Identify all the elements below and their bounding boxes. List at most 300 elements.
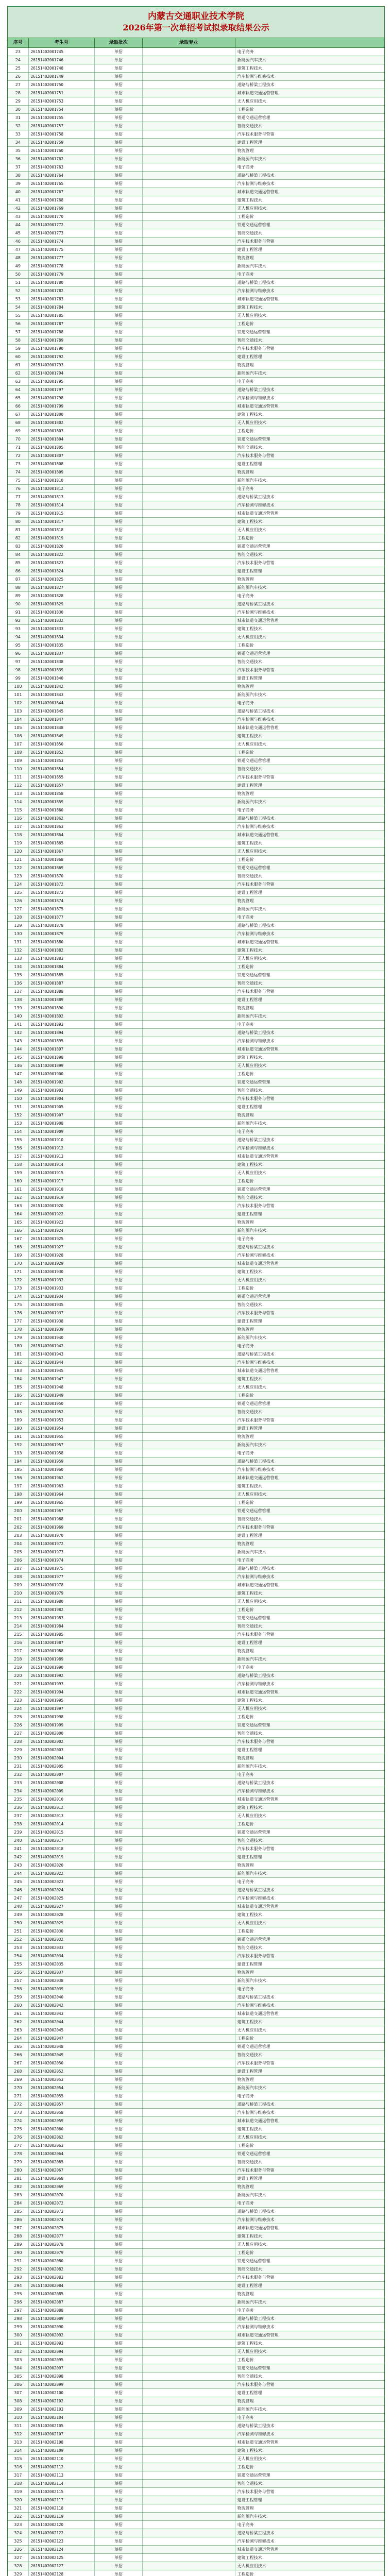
row-no: 301 bbox=[8, 2340, 29, 2347]
row-no: 94 bbox=[8, 633, 29, 641]
row-major: 智能交通技术 bbox=[237, 1302, 262, 1307]
row-major: 建筑工程技术 bbox=[237, 412, 262, 417]
row-no: 208 bbox=[8, 1573, 29, 1581]
row-no: 310 bbox=[8, 2414, 29, 2421]
row-blank bbox=[143, 328, 235, 336]
row-batch: 单招 bbox=[95, 1886, 142, 1894]
row-major: 汽车检测与维修技术 bbox=[237, 824, 275, 829]
row-exam-id: 26151402001908 bbox=[29, 1120, 95, 1127]
row-blank bbox=[143, 1425, 235, 1432]
row-no: 224 bbox=[8, 1705, 29, 1713]
row-exam-id: 26151402001827 bbox=[29, 584, 95, 591]
row-no: 178 bbox=[8, 1326, 29, 1333]
row-batch: 单招 bbox=[95, 1499, 142, 1506]
row-batch: 单招 bbox=[95, 1449, 142, 1457]
row-batch: 单招 bbox=[95, 2067, 142, 2075]
row-blank bbox=[143, 1598, 235, 1605]
row-major: 新能源汽车技术 bbox=[237, 2086, 266, 2090]
row-major: 工程造价 bbox=[237, 2465, 254, 2469]
row-batch: 单招 bbox=[95, 1853, 142, 1861]
row-no: 25 bbox=[8, 64, 29, 72]
row-major: 汽车技术服务与营销 bbox=[237, 1204, 275, 1208]
row-exam-id: 26151402002019 bbox=[29, 1853, 95, 1861]
row-blank bbox=[143, 1697, 235, 1704]
row-blank bbox=[143, 740, 235, 748]
row-exam-id: 26151402002119 bbox=[29, 2513, 95, 2520]
row-major: 电子商务 bbox=[237, 1665, 254, 1670]
row-batch: 单招 bbox=[95, 1416, 142, 1424]
row-major: 新能源汽车技术 bbox=[237, 1657, 266, 1662]
row-no: 34 bbox=[8, 139, 29, 146]
row-blank bbox=[143, 2208, 235, 2215]
row-blank bbox=[143, 2175, 235, 2182]
row-major: 智能交通技术 bbox=[237, 874, 262, 878]
row-exam-id: 26151402001829 bbox=[29, 600, 95, 608]
row-no: 296 bbox=[8, 2298, 29, 2306]
row-exam-id: 26151402001753 bbox=[29, 97, 95, 105]
row-batch: 单招 bbox=[95, 1268, 142, 1276]
row-exam-id: 26151402002069 bbox=[29, 2183, 95, 2191]
row-exam-id: 26151402002122 bbox=[29, 2529, 95, 2537]
row-no: 126 bbox=[8, 897, 29, 905]
row-no: 150 bbox=[8, 1095, 29, 1103]
table-row bbox=[8, 1820, 384, 1828]
row-blank bbox=[143, 880, 235, 888]
row-major: 无人机应用技术 bbox=[237, 206, 266, 211]
row-exam-id: 26151402002063 bbox=[29, 2142, 95, 2149]
table-row bbox=[8, 1350, 384, 1359]
row-batch: 单招 bbox=[95, 889, 142, 896]
row-blank bbox=[143, 1614, 235, 1622]
table-row bbox=[8, 1490, 384, 1499]
table-row bbox=[8, 1045, 384, 1054]
row-blank bbox=[143, 1037, 235, 1045]
row-batch: 单招 bbox=[95, 345, 142, 352]
row-batch: 单招 bbox=[95, 1161, 142, 1168]
row-blank bbox=[143, 2133, 235, 2141]
row-major: 铁道交通运营管理 bbox=[237, 973, 270, 977]
row-blank bbox=[143, 1919, 235, 1927]
row-exam-id: 26151402001947 bbox=[29, 1375, 95, 1383]
row-exam-id: 26151402001903 bbox=[29, 1087, 95, 1094]
row-exam-id: 26151402002012 bbox=[29, 1804, 95, 1811]
row-no: 35 bbox=[8, 147, 29, 155]
row-blank bbox=[143, 1688, 235, 1696]
table-row bbox=[8, 2521, 384, 2529]
row-blank bbox=[143, 815, 235, 822]
row-batch: 单招 bbox=[95, 790, 142, 798]
row-batch: 单招 bbox=[95, 1227, 142, 1234]
row-blank bbox=[143, 1960, 235, 1968]
row-blank bbox=[143, 2084, 235, 2092]
row-batch: 单招 bbox=[95, 1820, 142, 1828]
row-blank bbox=[143, 1721, 235, 1729]
table-row bbox=[8, 1532, 384, 1540]
row-no: 324 bbox=[8, 2529, 29, 2537]
row-batch: 单招 bbox=[95, 1367, 142, 1375]
row-no: 108 bbox=[8, 749, 29, 756]
row-exam-id: 26151402001797 bbox=[29, 386, 95, 394]
table-row bbox=[8, 1136, 384, 1144]
row-major: 城市轨道交通运营管理 bbox=[237, 91, 279, 95]
table-row bbox=[8, 81, 384, 89]
row-exam-id: 26151402001979 bbox=[29, 1589, 95, 1597]
row-major: 建筑工程技术 bbox=[237, 948, 262, 953]
row-exam-id: 26151402002115 bbox=[29, 2488, 95, 2496]
row-batch: 单招 bbox=[95, 2389, 142, 2397]
row-no: 185 bbox=[8, 1383, 29, 1391]
row-no: 84 bbox=[8, 551, 29, 558]
row-batch: 单招 bbox=[95, 378, 142, 385]
row-no: 238 bbox=[8, 1820, 29, 1828]
row-blank bbox=[143, 2372, 235, 2380]
table-row bbox=[8, 674, 384, 683]
row-batch: 单招 bbox=[95, 1301, 142, 1309]
table-row bbox=[8, 1746, 384, 1754]
row-no: 193 bbox=[8, 1449, 29, 1457]
row-batch: 单招 bbox=[95, 1655, 142, 1663]
table-row bbox=[8, 526, 384, 534]
row-blank bbox=[143, 477, 235, 484]
row-exam-id: 26151402002004 bbox=[29, 1754, 95, 1762]
row-exam-id: 26151402001954 bbox=[29, 1425, 95, 1432]
row-exam-id: 26151402001784 bbox=[29, 303, 95, 311]
table-row bbox=[8, 2438, 384, 2447]
row-exam-id: 26151402001915 bbox=[29, 1169, 95, 1177]
row-blank bbox=[143, 2282, 235, 2290]
row-exam-id: 26151402001843 bbox=[29, 691, 95, 699]
table-row bbox=[8, 2109, 384, 2117]
row-major: 工程造价 bbox=[237, 214, 254, 219]
row-major: 新能源汽车技术 bbox=[237, 907, 266, 911]
row-blank bbox=[143, 1095, 235, 1103]
row-exam-id: 26151402001885 bbox=[29, 971, 95, 979]
row-major: 汽车检测与维修技术 bbox=[237, 1896, 275, 1901]
row-batch: 单招 bbox=[95, 650, 142, 657]
row-exam-id: 26151402001835 bbox=[29, 641, 95, 649]
row-batch: 单招 bbox=[95, 205, 142, 212]
row-major: 铁道交通运营管理 bbox=[237, 2473, 270, 2478]
row-exam-id: 26151402001897 bbox=[29, 1045, 95, 1053]
row-no: 142 bbox=[8, 1029, 29, 1037]
row-major: 物流管理 bbox=[237, 1006, 254, 1010]
row-batch: 单招 bbox=[95, 2175, 142, 2182]
row-blank bbox=[143, 130, 235, 138]
row-blank bbox=[143, 1927, 235, 1935]
table-row bbox=[8, 196, 384, 205]
row-no: 111 bbox=[8, 773, 29, 781]
row-major: 新能源汽车技术 bbox=[237, 371, 266, 376]
row-blank bbox=[143, 2224, 235, 2232]
row-batch: 单招 bbox=[95, 1153, 142, 1160]
row-batch: 单招 bbox=[95, 1738, 142, 1745]
row-no: 39 bbox=[8, 180, 29, 188]
row-batch: 单招 bbox=[95, 1383, 142, 1391]
table-row bbox=[8, 435, 384, 444]
row-major: 铁道交通运营管理 bbox=[237, 651, 270, 656]
row-no: 156 bbox=[8, 1144, 29, 1152]
row-batch: 单招 bbox=[95, 765, 142, 773]
row-exam-id: 26151402001858 bbox=[29, 790, 95, 798]
table-row bbox=[8, 806, 384, 815]
row-major: 道路与桥梁工程技术 bbox=[237, 2424, 275, 2428]
table-row bbox=[8, 790, 384, 798]
table-row bbox=[8, 1977, 384, 1985]
row-exam-id: 26151402002079 bbox=[29, 2249, 95, 2257]
row-batch: 单招 bbox=[95, 155, 142, 163]
row-major: 建筑工程技术 bbox=[237, 519, 262, 524]
row-exam-id: 26151402001760 bbox=[29, 147, 95, 155]
row-exam-id: 26151402002030 bbox=[29, 1927, 95, 1935]
table-row bbox=[8, 2232, 384, 2241]
row-batch: 单招 bbox=[95, 402, 142, 410]
table-row bbox=[8, 1944, 384, 1952]
row-blank bbox=[143, 2447, 235, 2454]
table-row bbox=[8, 1087, 384, 1095]
row-no: 182 bbox=[8, 1359, 29, 1366]
table-row bbox=[8, 1795, 384, 1804]
row-major: 新能源汽车技术 bbox=[237, 157, 266, 161]
row-batch: 单招 bbox=[95, 73, 142, 80]
row-batch: 单招 bbox=[95, 922, 142, 929]
table-row bbox=[8, 1062, 384, 1070]
row-no: 73 bbox=[8, 460, 29, 468]
row-no: 130 bbox=[8, 930, 29, 938]
row-exam-id: 26151402001772 bbox=[29, 221, 95, 229]
row-major: 智能交通技术 bbox=[237, 981, 262, 986]
table-row bbox=[8, 2323, 384, 2331]
table-row bbox=[8, 1664, 384, 1672]
row-major: 物流管理 bbox=[237, 1649, 254, 1653]
table-row bbox=[8, 1185, 384, 1194]
row-batch: 单招 bbox=[95, 510, 142, 517]
row-exam-id: 26151402002003 bbox=[29, 1746, 95, 1754]
row-blank bbox=[143, 1713, 235, 1721]
row-blank bbox=[143, 1251, 235, 1259]
row-exam-id: 26151402002057 bbox=[29, 2100, 95, 2108]
row-blank bbox=[143, 2513, 235, 2520]
row-no: 245 bbox=[8, 1878, 29, 1886]
row-no: 59 bbox=[8, 345, 29, 352]
row-no: 303 bbox=[8, 2356, 29, 2364]
row-exam-id: 26151402001919 bbox=[29, 1194, 95, 1201]
row-blank bbox=[143, 1120, 235, 1127]
table-row bbox=[8, 1342, 384, 1350]
row-major: 道路与桥梁工程技术 bbox=[237, 173, 275, 178]
row-exam-id: 26151402002080 bbox=[29, 2257, 95, 2265]
row-no: 70 bbox=[8, 435, 29, 443]
row-no: 63 bbox=[8, 378, 29, 385]
row-batch: 单招 bbox=[95, 2241, 142, 2248]
row-exam-id: 26151402002124 bbox=[29, 2546, 95, 2553]
row-batch: 单招 bbox=[95, 2422, 142, 2430]
row-no: 180 bbox=[8, 1342, 29, 1350]
row-blank bbox=[143, 2307, 235, 2314]
row-blank bbox=[143, 295, 235, 303]
table-row bbox=[8, 1078, 384, 1087]
row-batch: 单招 bbox=[95, 2125, 142, 2133]
row-exam-id: 26151402001940 bbox=[29, 1334, 95, 1342]
row-major: 铁道交通运营管理 bbox=[237, 330, 270, 334]
row-exam-id: 26151402001777 bbox=[29, 254, 95, 262]
row-no: 24 bbox=[8, 56, 29, 64]
row-blank bbox=[143, 2166, 235, 2174]
row-major: 城市轨道交通运营管理 bbox=[237, 297, 279, 301]
row-blank bbox=[143, 551, 235, 558]
row-blank bbox=[143, 279, 235, 286]
table-row bbox=[8, 1622, 384, 1631]
row-major: 新能源汽车技术 bbox=[237, 264, 266, 268]
row-exam-id: 26151402002015 bbox=[29, 1828, 95, 1836]
row-blank bbox=[143, 1787, 235, 1795]
row-blank bbox=[143, 1828, 235, 1836]
row-batch: 单招 bbox=[95, 856, 142, 863]
row-blank bbox=[143, 1070, 235, 1078]
row-batch: 单招 bbox=[95, 2315, 142, 2323]
row-batch: 单招 bbox=[95, 1309, 142, 1317]
row-major: 电子商务 bbox=[237, 2415, 254, 2420]
row-blank bbox=[143, 1556, 235, 1564]
row-exam-id: 26151402001920 bbox=[29, 1202, 95, 1210]
header-no: 序号 bbox=[8, 38, 29, 47]
row-batch: 单招 bbox=[95, 2183, 142, 2191]
row-major: 电子商务 bbox=[237, 915, 254, 920]
row-batch: 单招 bbox=[95, 1078, 142, 1086]
row-exam-id: 26151402001889 bbox=[29, 996, 95, 1004]
table-row bbox=[8, 2290, 384, 2298]
row-blank bbox=[143, 1903, 235, 1910]
row-blank bbox=[143, 2521, 235, 2529]
row-no: 252 bbox=[8, 1936, 29, 1943]
row-exam-id: 26151402002100 bbox=[29, 2389, 95, 2397]
row-exam-id: 26151402001917 bbox=[29, 1177, 95, 1185]
row-exam-id: 26151402001925 bbox=[29, 1235, 95, 1243]
table-row bbox=[8, 1779, 384, 1787]
row-major: 建设工程管理 bbox=[237, 2069, 262, 2074]
table-row bbox=[8, 122, 384, 130]
row-major: 汽车检测与维修技术 bbox=[237, 1039, 275, 1043]
row-no: 89 bbox=[8, 592, 29, 600]
row-batch: 单招 bbox=[95, 2430, 142, 2438]
row-major: 智能交通技术 bbox=[237, 1410, 262, 1414]
table-row bbox=[8, 2035, 384, 2043]
row-blank bbox=[143, 2546, 235, 2553]
row-major: 城市轨道交通运营管理 bbox=[237, 725, 279, 730]
row-batch: 单招 bbox=[95, 1458, 142, 1465]
row-exam-id: 26151402001880 bbox=[29, 938, 95, 946]
row-batch: 单招 bbox=[95, 1095, 142, 1103]
row-no: 319 bbox=[8, 2488, 29, 2496]
row-no: 141 bbox=[8, 1021, 29, 1028]
table-row bbox=[8, 823, 384, 831]
row-exam-id: 26151402001773 bbox=[29, 229, 95, 237]
row-no: 104 bbox=[8, 716, 29, 723]
table-row bbox=[8, 1688, 384, 1697]
row-batch: 单招 bbox=[95, 1664, 142, 1671]
row-no: 299 bbox=[8, 2323, 29, 2331]
row-batch: 单招 bbox=[95, 1507, 142, 1515]
school-name: 内蒙古交通职业技术学院 bbox=[148, 11, 244, 22]
row-major: 无人机应用技术 bbox=[237, 742, 266, 747]
row-batch: 单招 bbox=[95, 617, 142, 624]
row-blank bbox=[143, 1301, 235, 1309]
row-blank bbox=[143, 1309, 235, 1317]
row-major: 工程造价 bbox=[237, 2036, 254, 2041]
row-no: 181 bbox=[8, 1350, 29, 1358]
row-batch: 单招 bbox=[95, 1730, 142, 1737]
row-exam-id: 26151402002059 bbox=[29, 2117, 95, 2125]
row-no: 67 bbox=[8, 411, 29, 418]
row-blank bbox=[143, 1416, 235, 1424]
row-major: 建设工程管理 bbox=[237, 2498, 262, 2502]
row-blank bbox=[143, 468, 235, 476]
row-no: 66 bbox=[8, 402, 29, 410]
row-batch: 单招 bbox=[95, 625, 142, 633]
row-blank bbox=[143, 897, 235, 905]
table-row bbox=[8, 592, 384, 600]
row-batch: 单招 bbox=[95, 526, 142, 534]
row-blank bbox=[143, 1392, 235, 1399]
row-exam-id: 26151402001939 bbox=[29, 1326, 95, 1333]
table-row bbox=[8, 114, 384, 122]
row-batch: 单招 bbox=[95, 2537, 142, 2545]
row-no: 171 bbox=[8, 1268, 29, 1276]
row-exam-id: 26151402001964 bbox=[29, 1490, 95, 1498]
row-batch: 单招 bbox=[95, 2002, 142, 2009]
row-blank bbox=[143, 732, 235, 740]
row-blank bbox=[143, 1977, 235, 1985]
row-batch: 单招 bbox=[95, 1878, 142, 1886]
row-exam-id: 26151402001928 bbox=[29, 1251, 95, 1259]
row-major: 新能源汽车技术 bbox=[237, 58, 266, 62]
row-batch: 单招 bbox=[95, 1251, 142, 1259]
row-blank bbox=[143, 1622, 235, 1630]
row-blank bbox=[143, 1383, 235, 1391]
row-major: 物流管理 bbox=[237, 2506, 254, 2511]
row-blank bbox=[143, 790, 235, 798]
row-major: 智能交通技术 bbox=[237, 659, 262, 664]
row-major: 汽车检测与维修技术 bbox=[237, 289, 275, 293]
row-no: 327 bbox=[8, 2554, 29, 2562]
row-blank bbox=[143, 2397, 235, 2405]
table-row bbox=[8, 48, 384, 56]
row-exam-id: 26151402001953 bbox=[29, 1416, 95, 1424]
table-row bbox=[8, 1268, 384, 1276]
row-batch: 单招 bbox=[95, 1202, 142, 1210]
table-row bbox=[8, 246, 384, 254]
row-blank bbox=[143, 419, 235, 427]
row-no: 144 bbox=[8, 1045, 29, 1053]
row-exam-id: 26151402001817 bbox=[29, 518, 95, 526]
row-exam-id: 26151402001868 bbox=[29, 856, 95, 863]
row-exam-id: 26151402002040 bbox=[29, 1993, 95, 2001]
row-blank bbox=[143, 543, 235, 550]
row-exam-id: 26151402001957 bbox=[29, 1441, 95, 1449]
table-row bbox=[8, 1837, 384, 1845]
row-exam-id: 26151402002114 bbox=[29, 2480, 95, 2487]
row-exam-id: 26151402001974 bbox=[29, 1556, 95, 1564]
row-major: 汽车检测与维修技术 bbox=[237, 1253, 275, 1258]
table-row bbox=[8, 2554, 384, 2562]
row-major: 无人机应用技术 bbox=[237, 313, 266, 318]
row-no: 242 bbox=[8, 1853, 29, 1861]
row-exam-id: 26151402001852 bbox=[29, 749, 95, 756]
row-batch: 单招 bbox=[95, 1861, 142, 1869]
table-row bbox=[8, 287, 384, 295]
row-blank bbox=[143, 1103, 235, 1111]
row-major: 智能交通技术 bbox=[237, 2374, 262, 2379]
row-no: 166 bbox=[8, 1227, 29, 1234]
